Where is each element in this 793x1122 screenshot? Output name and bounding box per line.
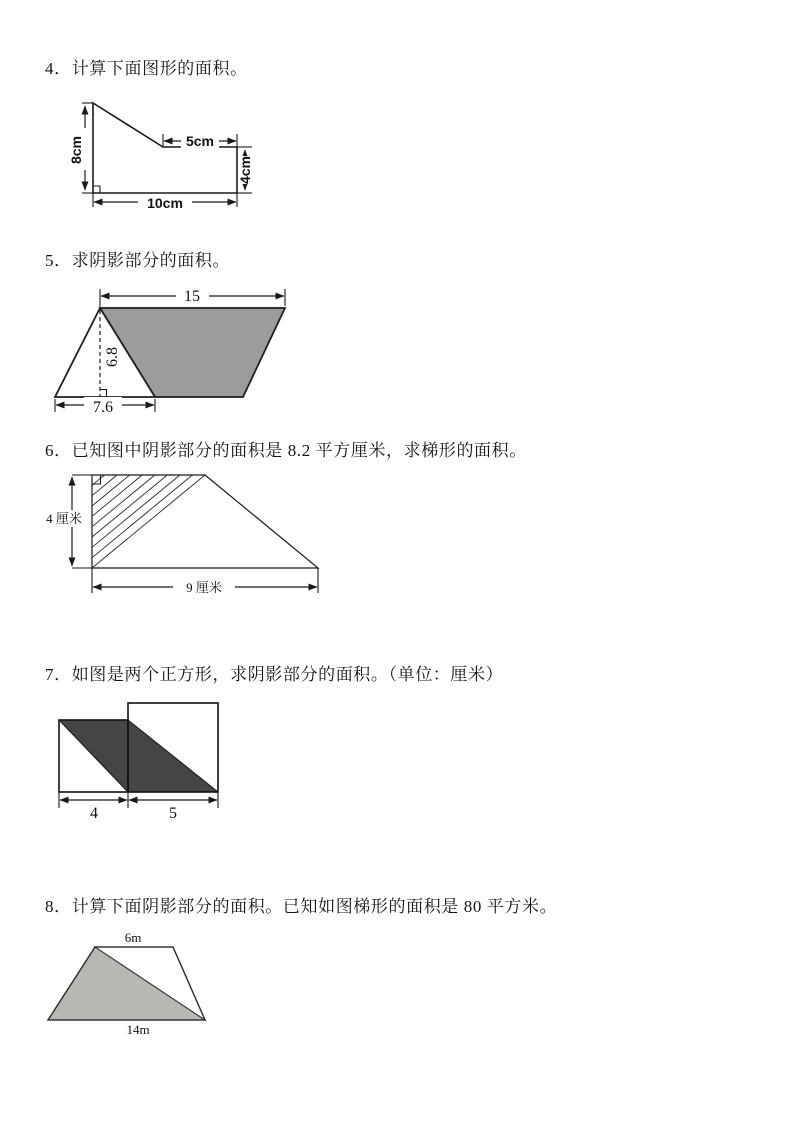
dim-8cm-label: 8cm (68, 135, 84, 165)
dim-5cm-label: 5cm (185, 133, 215, 149)
problem-6-figure (40, 460, 340, 605)
problem-5-title: 5．求阴影部分的面积。 (45, 251, 231, 270)
dim-4cm-label: 4 厘米 (46, 511, 82, 526)
dim-4cm-label: 4cm (237, 155, 253, 185)
dim-5-label: 5 (169, 805, 177, 822)
problem-8-title: 8．计算下面阴影部分的面积。已知如图梯形的面积是 80 平方米。 (45, 897, 558, 916)
dim-6.8-label: 6.8 (104, 347, 121, 367)
dim-10cm-label: 10cm (147, 195, 183, 211)
problem-7-title: 7．如图是两个正方形，求阴影部分的面积。（单位：厘米） (45, 665, 504, 684)
dim-7.6-label: 7.6 (93, 399, 113, 416)
problem-7-figure (50, 695, 230, 825)
problem-6-title: 6．已知图中阴影部分的面积是 8.2 平方厘米，求梯形的面积。 (45, 441, 527, 460)
dim-9cm-label: 9 厘米 (186, 580, 222, 595)
problem-4-title: 4．计算下面图形的面积。 (45, 59, 248, 78)
dim-4-label: 4 (90, 805, 98, 822)
problem-4-figure (60, 90, 280, 220)
problem-8-figure (35, 925, 225, 1040)
dim-6m-label: 6m (124, 930, 142, 945)
dim-14m-label: 14m (126, 1022, 150, 1037)
problem-5-figure (40, 280, 310, 420)
dim-15-label: 15 (184, 288, 200, 305)
